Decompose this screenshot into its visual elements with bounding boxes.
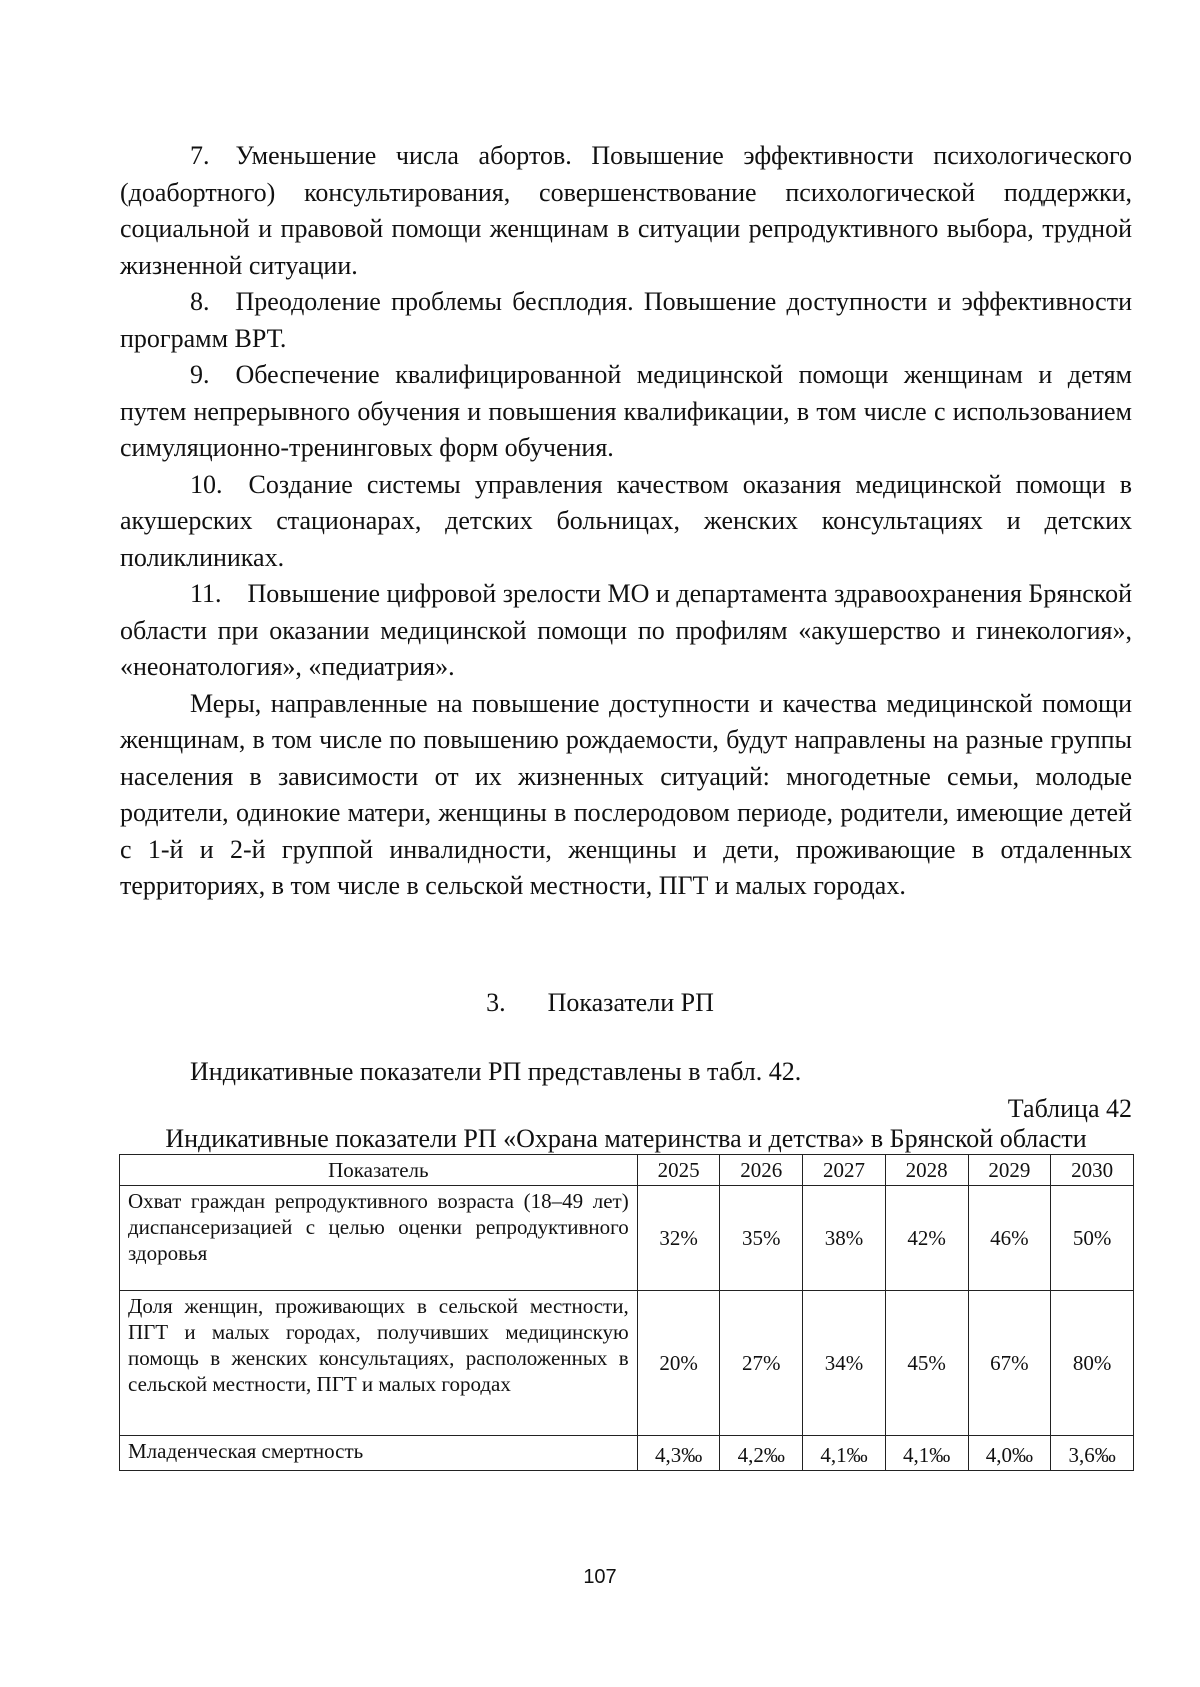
indicator-value: 32% bbox=[637, 1186, 720, 1291]
indicator-value: 27% bbox=[720, 1291, 803, 1436]
header-year: 2030 bbox=[1051, 1155, 1134, 1186]
indicator-value: 38% bbox=[803, 1186, 886, 1291]
indicator-value: 4,1‰ bbox=[885, 1436, 968, 1471]
indicator-value: 35% bbox=[720, 1186, 803, 1291]
header-year: 2028 bbox=[885, 1155, 968, 1186]
header-year: 2027 bbox=[803, 1155, 886, 1186]
indicator-value: 4,3‰ bbox=[637, 1436, 720, 1471]
paragraph-item-11: 11. Повышение цифровой зрелости МО и департамента здравоохранения Брянской области при оказании медицинской помощи по профилям «акушерство и гинекология», «неонатология», «педиатрия». bbox=[120, 579, 1132, 681]
indicator-value: 67% bbox=[968, 1291, 1051, 1436]
section-heading bbox=[0, 988, 1200, 1018]
indicator-value: 4,0‰ bbox=[968, 1436, 1051, 1471]
paragraph-measures: Меры, направленные на повышение доступности и качества медицинской помощи женщинам, в том числе по повышению рождаемости, будут направлены на разные группы населения в зависимости от их жизненных ситуаций: многодетные семьи, молодые родители, одинокие матери, женщины в послеродовом периоде, родители, имеющие детей с 1-й и 2-й группой инвалидности, женщины и дети, проживающие в отдаленных территориях, в том числе в сельской местности, ПГТ и малых городах. bbox=[120, 688, 1132, 900]
indicator-value: 3,6‰ bbox=[1051, 1436, 1134, 1471]
page-number: 107 bbox=[583, 1566, 617, 1588]
table-label: Таблица 42 bbox=[1007, 1094, 1132, 1123]
paragraph-item-8: 8. Преодоление проблемы бесплодия. Повышение доступности и эффективности программ ВРТ. bbox=[120, 287, 1132, 353]
paragraph-item-7: 7. Уменьшение числа абортов. Повышение эффективности психологического (доабортного) консультирования, совершенствование психологической поддержки, социальной и правовой помощи женщинам в ситуации репродуктивного выбора, трудной жизненной ситуации. bbox=[120, 141, 1132, 280]
indicator-value: 4,1‰ bbox=[803, 1436, 886, 1471]
indicator-value: 80% bbox=[1051, 1291, 1134, 1436]
indicator-value: 42% bbox=[885, 1186, 968, 1291]
body-text bbox=[120, 138, 1132, 905]
table-caption: Индикативные показатели РП «Охрана материнства и детства» в Брянской области bbox=[165, 1124, 1087, 1153]
indicator-value: 34% bbox=[803, 1291, 886, 1436]
indicators-table bbox=[119, 1154, 1134, 1471]
indicator-value: 46% bbox=[968, 1186, 1051, 1291]
table-row bbox=[120, 1291, 1134, 1436]
indicator-value: 50% bbox=[1051, 1186, 1134, 1291]
table-intro: Индикативные показатели РП представлены в табл. 42. bbox=[190, 1057, 802, 1086]
header-year: 2025 bbox=[637, 1155, 720, 1186]
indicator-value: 4,2‰ bbox=[720, 1436, 803, 1471]
indicator-value: 45% bbox=[885, 1291, 968, 1436]
indicator-value: 20% bbox=[637, 1291, 720, 1436]
indicator-name: Охват граждан репродуктивного возраста (18–49 лет) диспансеризацией с целью оценки репродуктивного здоровья bbox=[120, 1186, 638, 1291]
table-header-row bbox=[120, 1155, 1134, 1186]
header-year: 2029 bbox=[968, 1155, 1051, 1186]
header-indicator: Показатель bbox=[120, 1155, 638, 1186]
indicator-name: Доля женщин, проживающих в сельской местности, ПГТ и малых городах, получивших медицинскую помощь в женских консультациях, расположенных в сельской местности, ПГТ и малых городах bbox=[120, 1291, 638, 1436]
header-year: 2026 bbox=[720, 1155, 803, 1186]
section-title: Показатели РП bbox=[547, 988, 714, 1017]
table-row bbox=[120, 1186, 1134, 1291]
section-number: 3. bbox=[486, 988, 506, 1017]
paragraph-item-10: 10. Создание системы управления качеством оказания медицинской помощи в акушерских стационарах, детских больницах, женских консультациях и детских поликлиниках. bbox=[120, 469, 1132, 572]
indicator-name: Младенческая смертность bbox=[120, 1436, 638, 1471]
paragraph-item-9: 9. Обеспечение квалифицированной медицинской помощи женщинам и детям путем непрерывного обучения и повышения квалификации, в том числе с использованием симуляционно-тренинговых форм обучения. bbox=[120, 360, 1132, 462]
table-row bbox=[120, 1436, 1134, 1471]
